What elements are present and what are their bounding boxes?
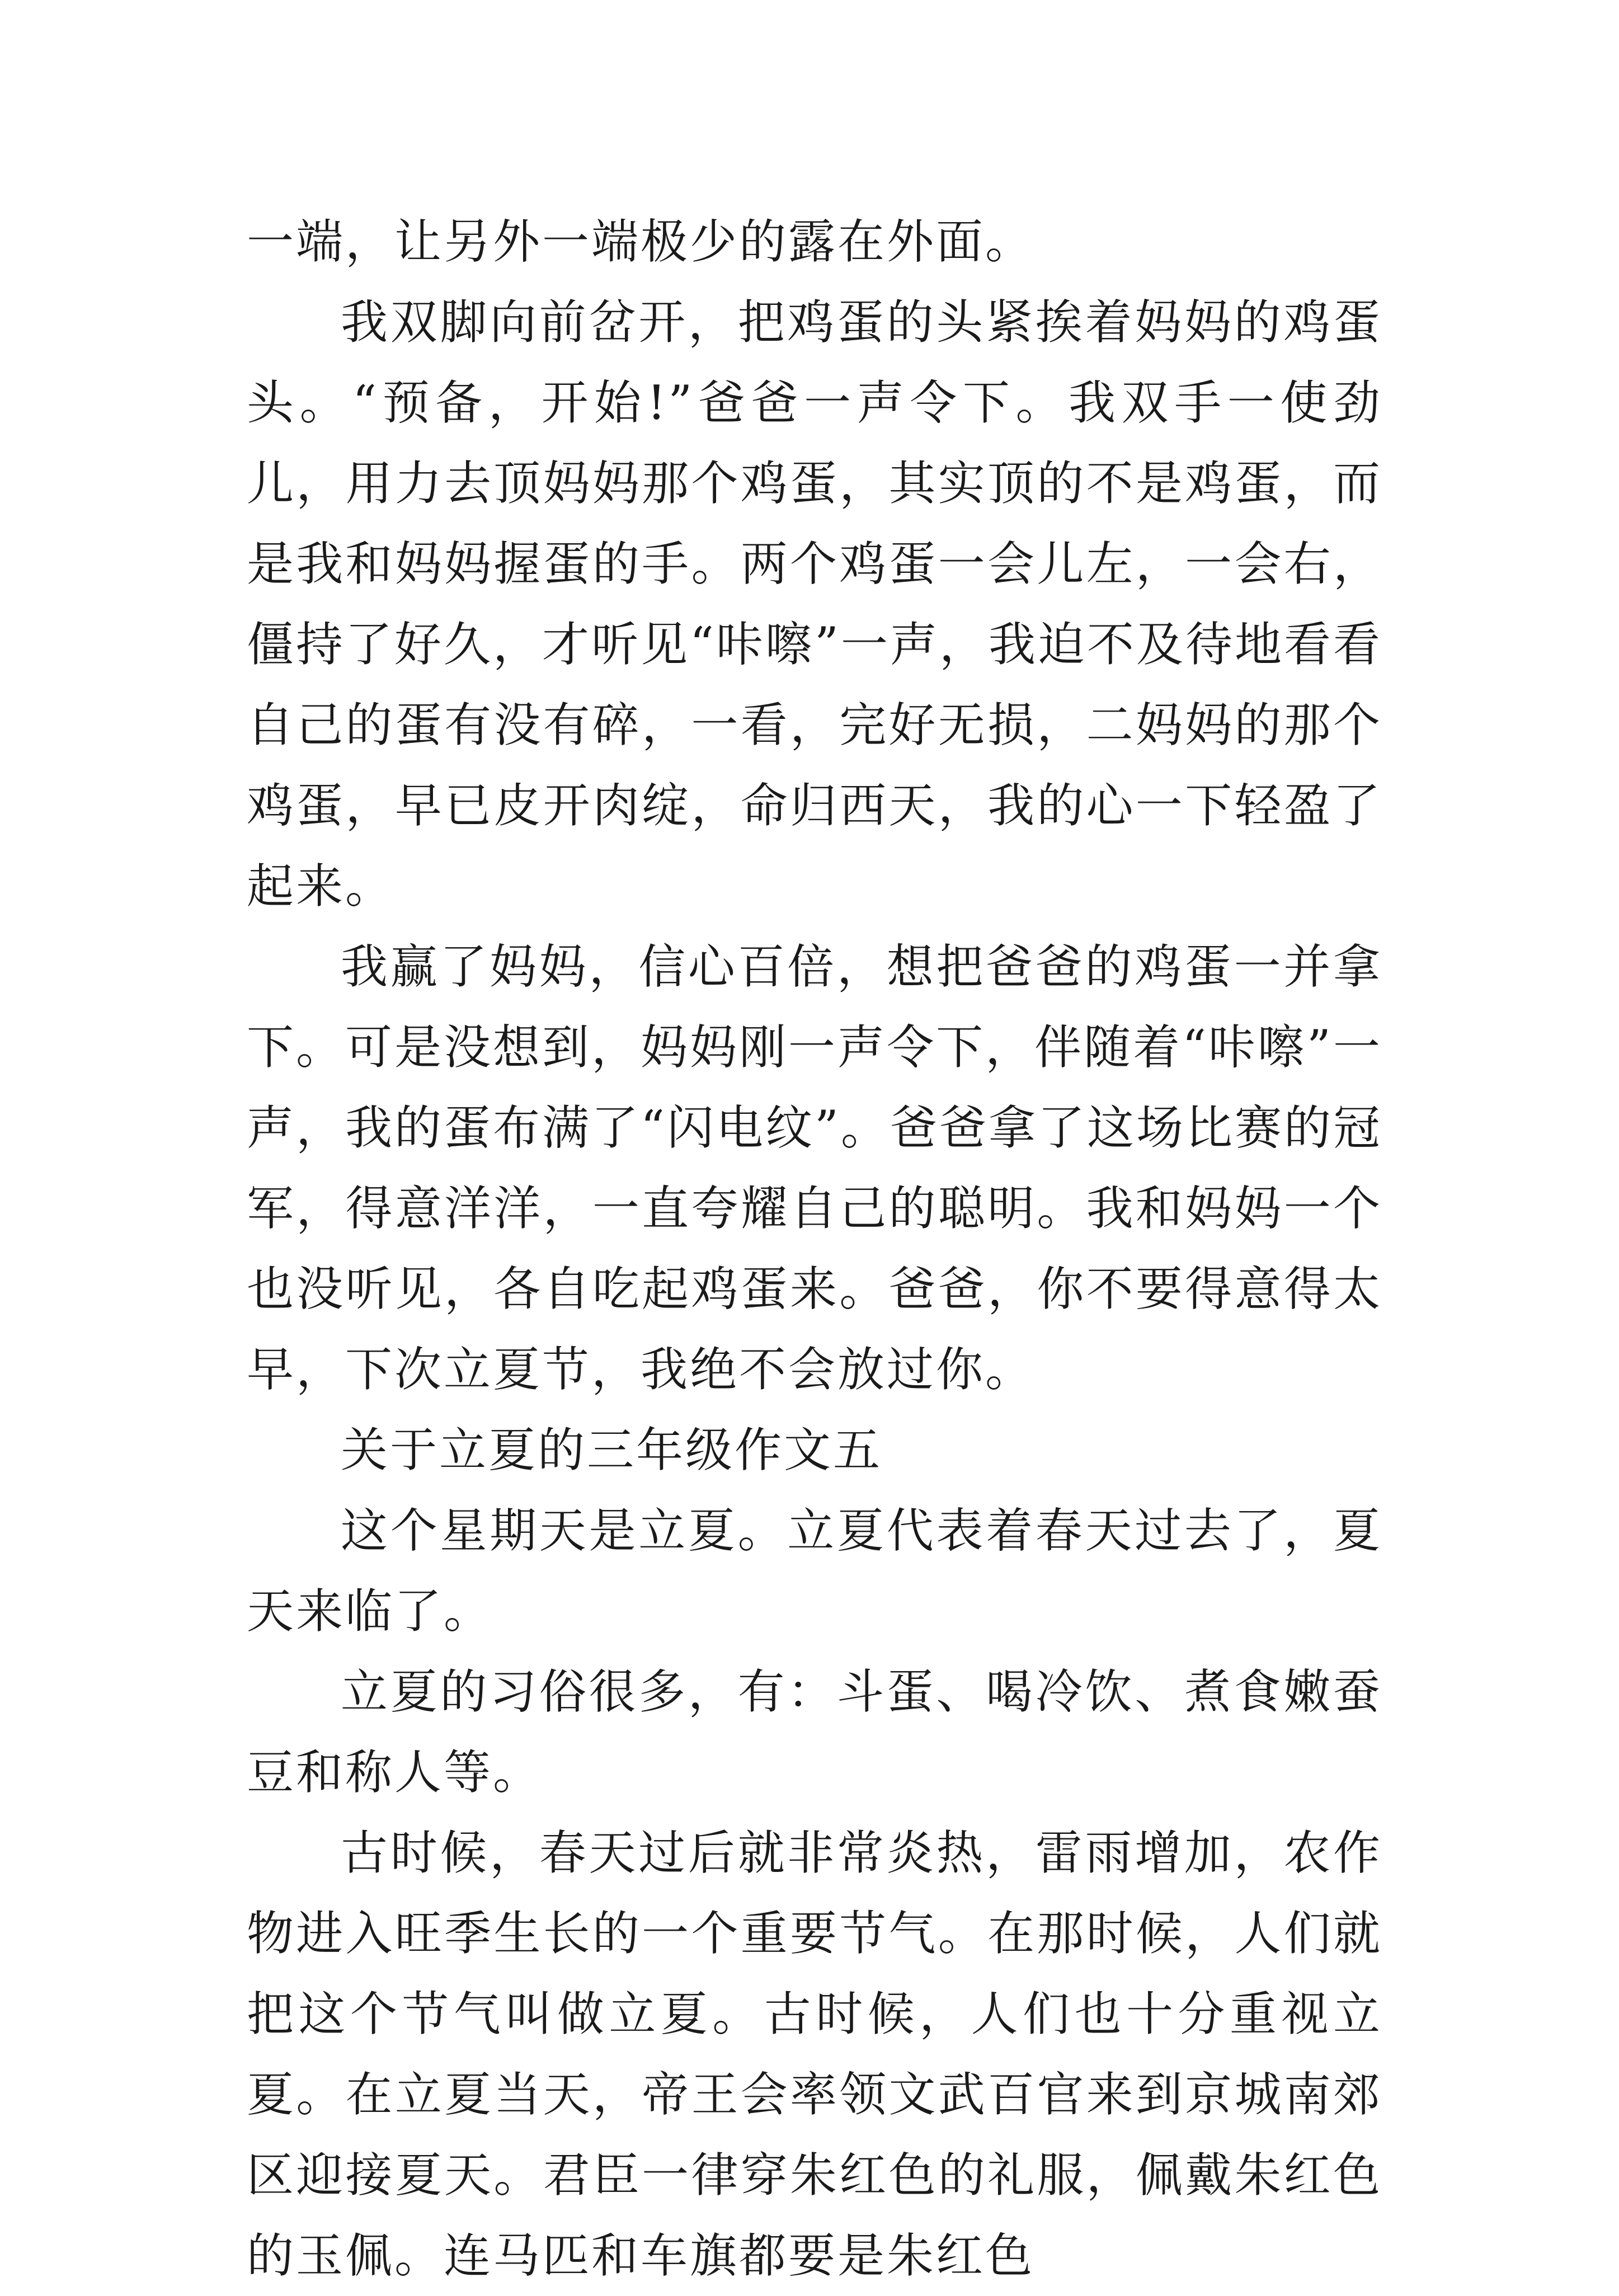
document-body [247, 201, 1382, 2296]
paragraph-intro: 这个星期天是立夏。立夏代表着春天过去了，夏天来临了。 [247, 1503, 1382, 1639]
paragraph-egg-fight: 我双脚向前岔开，把鸡蛋的头紧挨着妈妈的鸡蛋头。“预备，开始!”爸爸一声令下。我双手一使劲儿，用力去顶妈妈那个鸡蛋，其实顶的不是鸡蛋，而是我和妈妈握蛋的手。两个鸡蛋一会儿左，一会右，僵持了好久，才听见“咔嚓”一声，我迫不及待地看看自己的蛋有没有碎，一看，完好无损，二妈妈的那个鸡蛋，早已皮开肉绽，命归西天，我的心一下轻盈了起来。 [247, 295, 1382, 914]
section-heading: 关于立夏的三年级作文五 [341, 1423, 883, 1478]
paragraph-customs: 立夏的习俗很多，有：斗蛋、喝冷饮、煮食嫩蚕豆和称人等。 [247, 1664, 1382, 1800]
paragraph-history: 古时候，春天过后就非常炎热，雷雨增加，农作物进入旺季生长的一个重要节气。在那时候，人们就把这个节气叫做立夏。古时候，人们也十分重视立夏。在立夏当天，帝王会率领文武百官来到京城南郊区迎接夏天。君臣一律穿朱红色的礼服，佩戴朱红色的玉佩。连马匹和车旗都要是朱红色 [247, 1825, 1382, 2283]
paragraph-father-wins: 我赢了妈妈，信心百倍，想把爸爸的鸡蛋一并拿下。可是没想到，妈妈刚一声令下，伴随着“咔嚓”一声，我的蛋布满了“闪电纹”。爸爸拿了这场比赛的冠军，得意洋洋，一直夸耀自己的聪明。我和妈妈一个也没听见，各自吃起鸡蛋来。爸爸，你不要得意得太早，下次立夏节，我绝不会放过你。 [247, 939, 1382, 1397]
paragraph-continuation: 一端，让另外一端极少的露在外面。 [247, 214, 1035, 269]
